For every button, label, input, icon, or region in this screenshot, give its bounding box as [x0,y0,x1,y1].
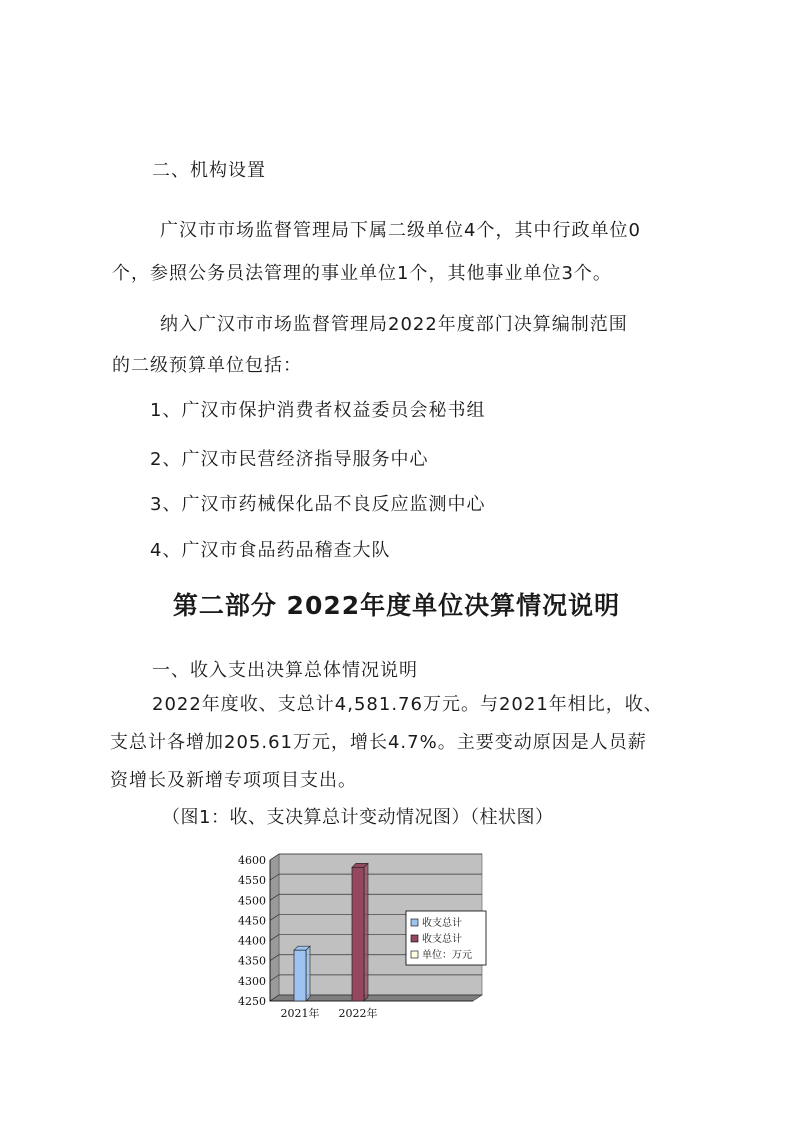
bar-side-2021年 [306,946,310,1001]
y-tick-label: 4550 [238,874,266,888]
y-tick-label: 4350 [238,954,266,968]
y-tick-label: 4400 [238,934,266,948]
section-heading-org: 二、机构设置 [152,160,266,181]
legend-swatch [411,951,418,958]
paragraph-summary-line3: 资增长及新增专项项目支出。 [110,770,357,791]
list-item-unit-3: 3、广汉市药械保化品不良反应监测中心 [150,494,486,515]
paragraph-summary-line2: 支总计各增加205.61万元，增长4.7%。主要变动原因是人员薪 [110,732,647,753]
y-tick-label: 4250 [238,995,266,1008]
bar-side-2022年 [364,863,368,1001]
paragraph-subunits-line2: 个，参照公务员法管理的事业单位1个，其他事业单位3个。 [112,263,612,284]
section-heading-income: 一、收入支出决算总体情况说明 [152,660,418,681]
bar-2022年 [352,867,364,1001]
paragraph-subunits-line1: 广汉市市场监督管理局下属二级单位4个，其中行政单位0 [160,220,641,241]
paragraph-summary-line1: 2022年度收、支总计4,581.76万元。与2021年相比，收、 [152,694,663,715]
y-tick-label: 4600 [238,854,266,867]
paragraph-scope-line1: 纳入广汉市市场监督管理局2022年度部门决算编制范围 [160,314,628,335]
list-item-unit-1: 1、广汉市保护消费者权益委员会秘书组 [150,400,486,421]
legend-label: 单位：万元 [422,950,472,961]
figure-caption: （图1：收、支决算总计变动情况图）（柱状图） [162,807,554,828]
legend-label: 收支总计 [422,918,462,929]
y-tick-label: 4300 [238,974,266,988]
bar-chart [230,848,500,1028]
legend-swatch [411,935,418,942]
y-tick-label: 4500 [238,894,266,908]
plot-side-wall [270,854,279,1001]
legend-swatch [411,919,418,926]
x-tick-label: 2021年 [280,1007,320,1020]
part-title: 第二部分 2022年度单位决算情况说明 [172,591,621,620]
x-tick-label: 2022年 [338,1007,378,1020]
list-item-unit-4: 4、广汉市食品药品稽查大队 [150,540,391,561]
legend-label: 收支总计 [422,934,462,945]
paragraph-scope-line2: 的二级预算单位包括： [112,355,302,376]
bar-2021年 [294,950,306,1001]
list-item-unit-2: 2、广汉市民营经济指导服务中心 [150,449,429,470]
y-tick-label: 4450 [238,914,266,928]
